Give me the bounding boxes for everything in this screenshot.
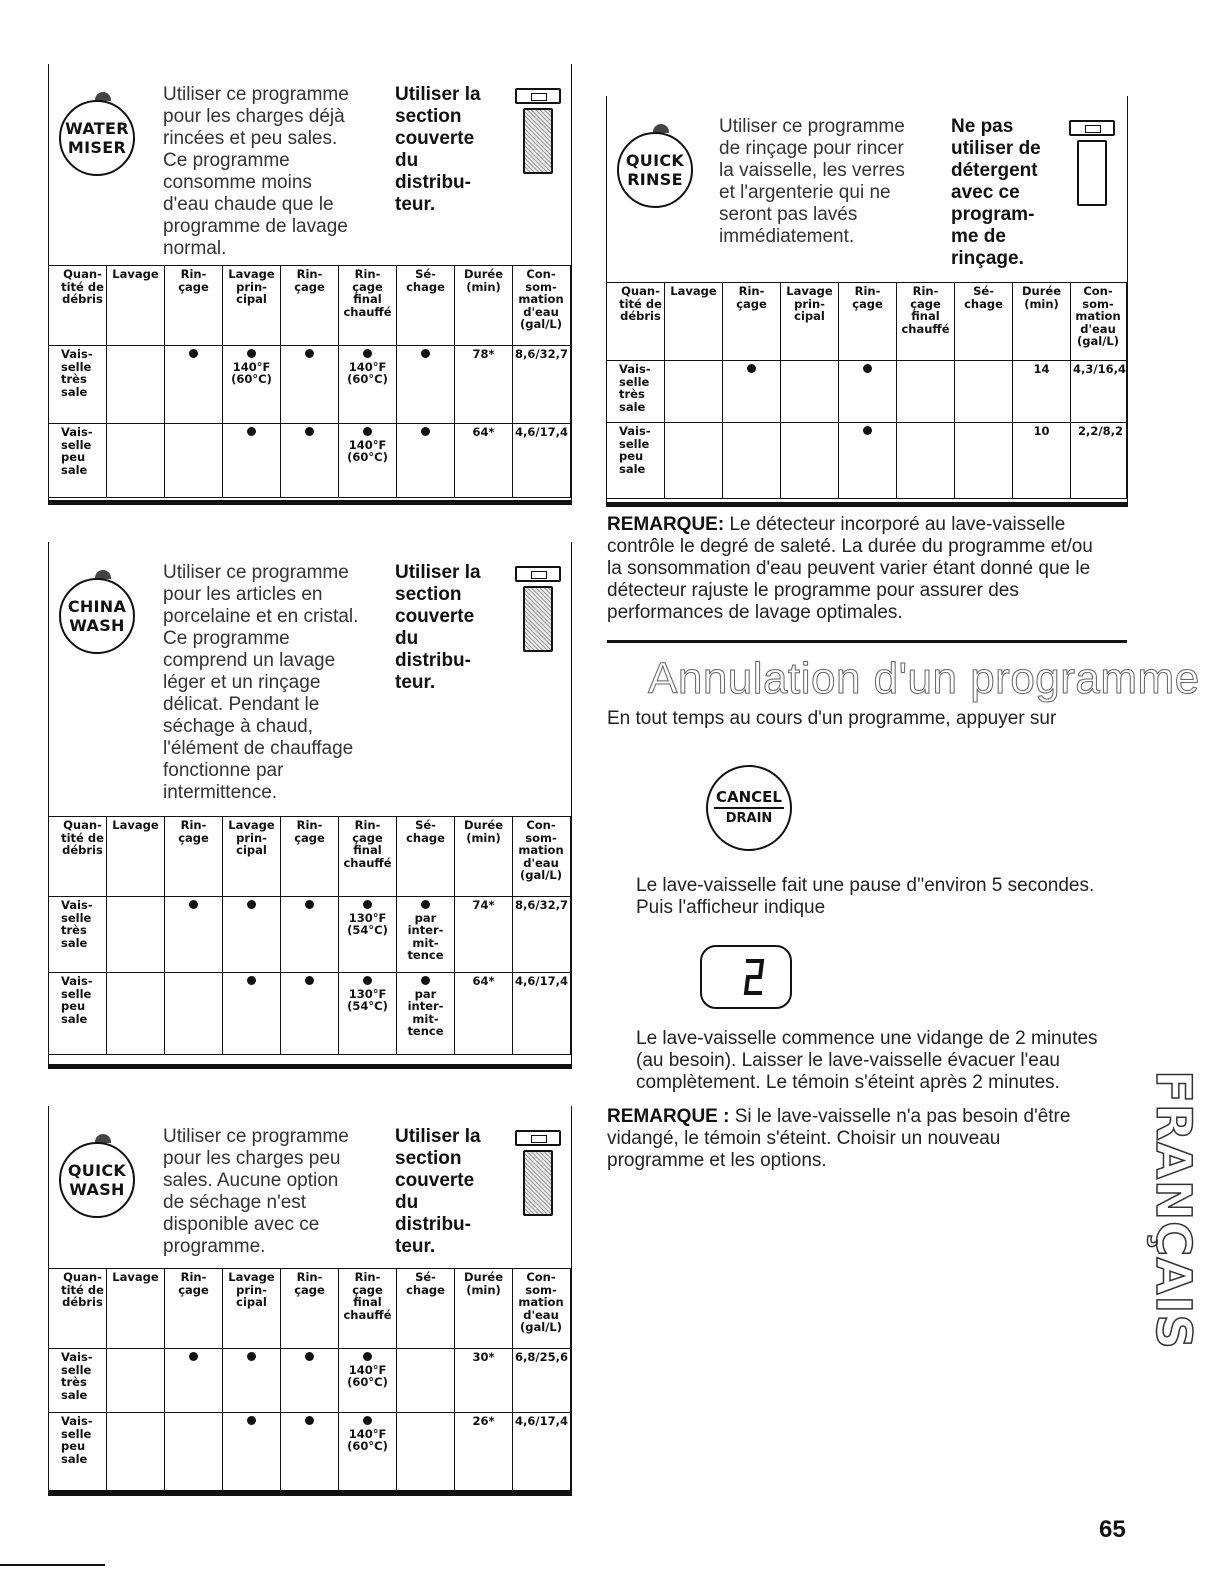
table-cell (223, 897, 281, 973)
table-cell: Rin- çage (839, 283, 897, 361)
dot-icon (305, 976, 314, 985)
dot-icon (305, 427, 314, 436)
cancel-drain-button-icon: CANCEL DRAIN (706, 765, 792, 851)
section-title: Annulation d'un programme (648, 654, 1200, 703)
quick-rinse-badge: QUICK RINSE (617, 132, 693, 208)
dot-icon (247, 1416, 256, 1425)
china-wash-dispenser-note: Utiliser la section couverte du distribu- teur. (395, 562, 481, 693)
china-wash-badge: CHINA WASH (59, 578, 135, 654)
quick-rinse-description: Utiliser ce programme de rinçage pour rincer la vaisselle, les verres et l'argenterie qui ne seront pas lavés immédiatement. (719, 116, 905, 247)
table-cell: Sé- chage (397, 817, 455, 897)
dot-icon (189, 900, 198, 909)
table-cell: 30* (455, 1349, 513, 1413)
table-cell: Lavage prin- cipal (223, 266, 281, 346)
table-cell: 140°F (60°C) (339, 1413, 397, 1491)
table-cell: 4,6/17,4 (513, 1413, 571, 1491)
table-cell (281, 897, 339, 973)
table-cell (107, 346, 165, 424)
table-cell: Lavage (107, 266, 165, 346)
table-cell (665, 423, 723, 499)
dispenser-covered-icon (515, 1130, 561, 1218)
table-cell (665, 361, 723, 423)
quick-wash-badge: QUICK WASH (59, 1142, 135, 1218)
table-cell: Sé- chage (397, 1269, 455, 1349)
table-cell (781, 361, 839, 423)
table-cell (107, 424, 165, 498)
table-cell: Lavage prin- cipal (223, 817, 281, 897)
quick-rinse-table (606, 282, 1127, 499)
table-cell: 8,6/32,7 (513, 897, 571, 973)
table-cell (223, 424, 281, 498)
display-readout (700, 945, 792, 1009)
table-cell (897, 423, 955, 499)
table-cell: Con- som- mation d'eau (gal/L) (513, 817, 571, 897)
table-cell (165, 346, 223, 424)
table-cell: Durée (min) (1013, 283, 1071, 361)
table-cell: 140°F (60°C) (339, 346, 397, 424)
water-miser-description: Utiliser ce programme pour les charges déjà rincées et peu sales. Ce programme consomme moins d'eau chaude que le programme de lavage normal. (163, 84, 349, 259)
table-cell: Lavage prin- cipal (781, 283, 839, 361)
table-cell (281, 973, 339, 1055)
section-divider (607, 640, 1127, 643)
water-miser-table (48, 265, 571, 498)
table-cell: Rin- çage (723, 283, 781, 361)
table-cell (397, 346, 455, 424)
dispenser-open-icon (1069, 120, 1115, 208)
table-cell: Durée (min) (455, 266, 513, 346)
table-cell: Rin- çage final chauffé (339, 266, 397, 346)
table-cell (165, 1413, 223, 1491)
quick-wash-table (48, 1268, 571, 1491)
table-cell: Quan- tité de débris (49, 817, 107, 897)
dot-icon (421, 349, 430, 358)
cycle-block-quick-wash (48, 1106, 572, 1496)
dot-icon (247, 427, 256, 436)
dot-icon (363, 1352, 372, 1361)
quick-wash-description: Utiliser ce programme pour les charges peu sales. Aucune option de séchage n'est disponible avec ce programme. (163, 1126, 349, 1257)
dot-icon (189, 349, 198, 358)
table-cell: Rin- çage final chauffé (339, 817, 397, 897)
table-cell: 64* (455, 424, 513, 498)
dot-icon (363, 349, 372, 358)
table-cell (897, 361, 955, 423)
table-cell: 2,2/8,2 (1071, 423, 1127, 499)
dot-icon (247, 976, 256, 985)
table-cell: Durée (min) (455, 817, 513, 897)
footer-rule (0, 1564, 105, 1566)
language-side-tab: FRANÇAIS (1145, 1070, 1201, 1350)
table-cell (107, 897, 165, 973)
table-cell (397, 1349, 455, 1413)
table-cell: Rin- çage final chauffé (339, 1269, 397, 1349)
table-cell: Con- som- mation d'eau (gal/L) (1071, 283, 1127, 361)
table-cell (223, 973, 281, 1055)
dot-icon (421, 900, 430, 909)
dot-icon (363, 976, 372, 985)
row-label-heavy: Vais- selle très sale (49, 897, 107, 973)
table-cell (397, 424, 455, 498)
table-cell (281, 1413, 339, 1491)
table-cell: 140°F (60°C) (339, 1349, 397, 1413)
table-cell: Rin- çage final chauffé (897, 283, 955, 361)
table-cell: Rin- çage (281, 817, 339, 897)
table-cell: Con- som- mation d'eau (gal/L) (513, 1269, 571, 1349)
dot-icon (305, 1416, 314, 1425)
table-cell: Lavage prin- cipal (223, 1269, 281, 1349)
table-cell: 4,6/17,4 (513, 973, 571, 1055)
table-cell (839, 423, 897, 499)
pause-text: Le lave-vaisselle fait une pause d''environ 5 secondes. Puis l'afficheur indique (636, 875, 1095, 918)
dot-icon (863, 364, 872, 373)
dot-icon (747, 364, 756, 373)
table-cell (165, 1349, 223, 1413)
table-cell: Lavage (665, 283, 723, 361)
cycle-block-water-miser (48, 64, 572, 505)
table-cell (955, 423, 1013, 499)
water-miser-dispenser-note: Utiliser la section couverte du distribu- teur. (395, 84, 481, 215)
table-cell: Sé- chage (397, 266, 455, 346)
table-cell (165, 424, 223, 498)
china-wash-table (48, 816, 571, 1055)
dot-icon (863, 426, 872, 435)
table-cell: 4,3/16,4 (1071, 361, 1127, 423)
dot-icon (421, 976, 430, 985)
table-cell: Rin- çage (165, 817, 223, 897)
row-label-light: Vais- selle peu sale (49, 424, 107, 498)
table-cell: Rin- çage (165, 1269, 223, 1349)
table-cell: Lavage (107, 1269, 165, 1349)
table-cell (281, 424, 339, 498)
table-cell (723, 423, 781, 499)
dot-icon (189, 1352, 198, 1361)
table-cell (723, 361, 781, 423)
table-cell (955, 361, 1013, 423)
row-label-heavy: Vais- selle très sale (49, 346, 107, 424)
table-cell: 78* (455, 346, 513, 424)
table-cell: Quan- tité de débris (49, 266, 107, 346)
table-cell: 64* (455, 973, 513, 1055)
table-cell (397, 1413, 455, 1491)
table-cell (281, 346, 339, 424)
table-cell (165, 897, 223, 973)
table-cell (165, 973, 223, 1055)
table-cell (839, 361, 897, 423)
table-cell: Lavage (107, 817, 165, 897)
row-label-heavy: Vais- selle très sale (607, 361, 665, 423)
dot-icon (363, 427, 372, 436)
dispenser-covered-icon (515, 566, 561, 654)
dot-icon (247, 900, 256, 909)
table-cell (781, 423, 839, 499)
table-cell: Quan- tité de débris (49, 1269, 107, 1349)
dot-icon (305, 349, 314, 358)
quick-rinse-detergent-note: Ne pas utiliser de détergent avec ce program- me de rinçage. (951, 116, 1041, 269)
table-cell: 14 (1013, 361, 1071, 423)
dot-icon (421, 427, 430, 436)
table-cell: 8,6/32,7 (513, 346, 571, 424)
drain-text: Le lave-vaisselle commence une vidange de 2 minutes (au besoin). Laisser le lave-vaisselle évacuer l'eau complètement. Le témoin s'éteint après 2 minutes. (636, 1028, 1098, 1093)
seven-segment-digit-icon (702, 947, 790, 1007)
table-cell (281, 1349, 339, 1413)
table-cell (107, 973, 165, 1055)
dot-icon (247, 349, 256, 358)
row-label-light: Vais- selle peu sale (49, 1413, 107, 1491)
table-cell: 130°F (54°C) (339, 973, 397, 1055)
quick-wash-dispenser-note: Utiliser la section couverte du distribu- teur. (395, 1126, 481, 1257)
table-cell: Rin- çage (165, 266, 223, 346)
table-cell: 140°F (60°C) (339, 424, 397, 498)
table-cell: Durée (min) (455, 1269, 513, 1349)
table-cell: 10 (1013, 423, 1071, 499)
dot-icon (247, 1352, 256, 1361)
table-cell: 140°F (60°C) (223, 346, 281, 424)
dot-icon (363, 1416, 372, 1425)
table-cell (223, 1413, 281, 1491)
cycle-block-china-wash (48, 542, 572, 1069)
row-label-light: Vais- selle peu sale (49, 973, 107, 1055)
table-cell: 74* (455, 897, 513, 973)
table-cell: 130°F (54°C) (339, 897, 397, 973)
water-miser-badge: WATER MISER (59, 100, 135, 176)
dot-icon (305, 1352, 314, 1361)
table-cell: Rin- çage (281, 266, 339, 346)
table-cell (223, 1349, 281, 1413)
page-number: 65 (1099, 1516, 1126, 1543)
dot-icon (305, 900, 314, 909)
table-cell: 6,8/25,6 (513, 1349, 571, 1413)
row-label-light: Vais- selle peu sale (607, 423, 665, 499)
cancel-intro-text: En tout temps au cours d'un programme, appuyer sur (607, 708, 1057, 729)
dot-icon (363, 900, 372, 909)
china-wash-description: Utiliser ce programme pour les articles en porcelaine et en cristal. Ce programme comprend un lavage léger et un rinçage délicat. Pendant le séchage à chaud, l'élément de chauffage fonctionne par intermittence. (163, 562, 359, 803)
table-cell (107, 1349, 165, 1413)
table-cell: par inter- mit- tence (397, 897, 455, 973)
table-cell: Quan- tité de débris (607, 283, 665, 361)
cycle-block-quick-rinse (606, 96, 1128, 507)
table-cell (107, 1413, 165, 1491)
row-label-heavy: Vais- selle très sale (49, 1349, 107, 1413)
table-cell: par inter- mit- tence (397, 973, 455, 1055)
table-cell: Rin- çage (281, 1269, 339, 1349)
table-cell: 4,6/17,4 (513, 424, 571, 498)
dispenser-covered-icon (515, 88, 561, 176)
table-cell: 26* (455, 1413, 513, 1491)
remarque-detector-note: REMARQUE: Le détecteur incorporé au lave-vaisselle contrôle le degré de saleté. La durée du programme et/ou la sonsommation d'eau peuvent varier étant donné que le détecteur rajuste le programme pour assurer des performances de lavage optimales. (607, 514, 1093, 623)
table-cell: Con- som- mation d'eau (gal/L) (513, 266, 571, 346)
table-cell: Sé- chage (955, 283, 1013, 361)
remarque-drain-note: REMARQUE : Si le lave-vaisselle n'a pas besoin d'être vidangé, le témoin s'éteint. Choisir un nouveau programme et les options. (607, 1106, 1071, 1171)
